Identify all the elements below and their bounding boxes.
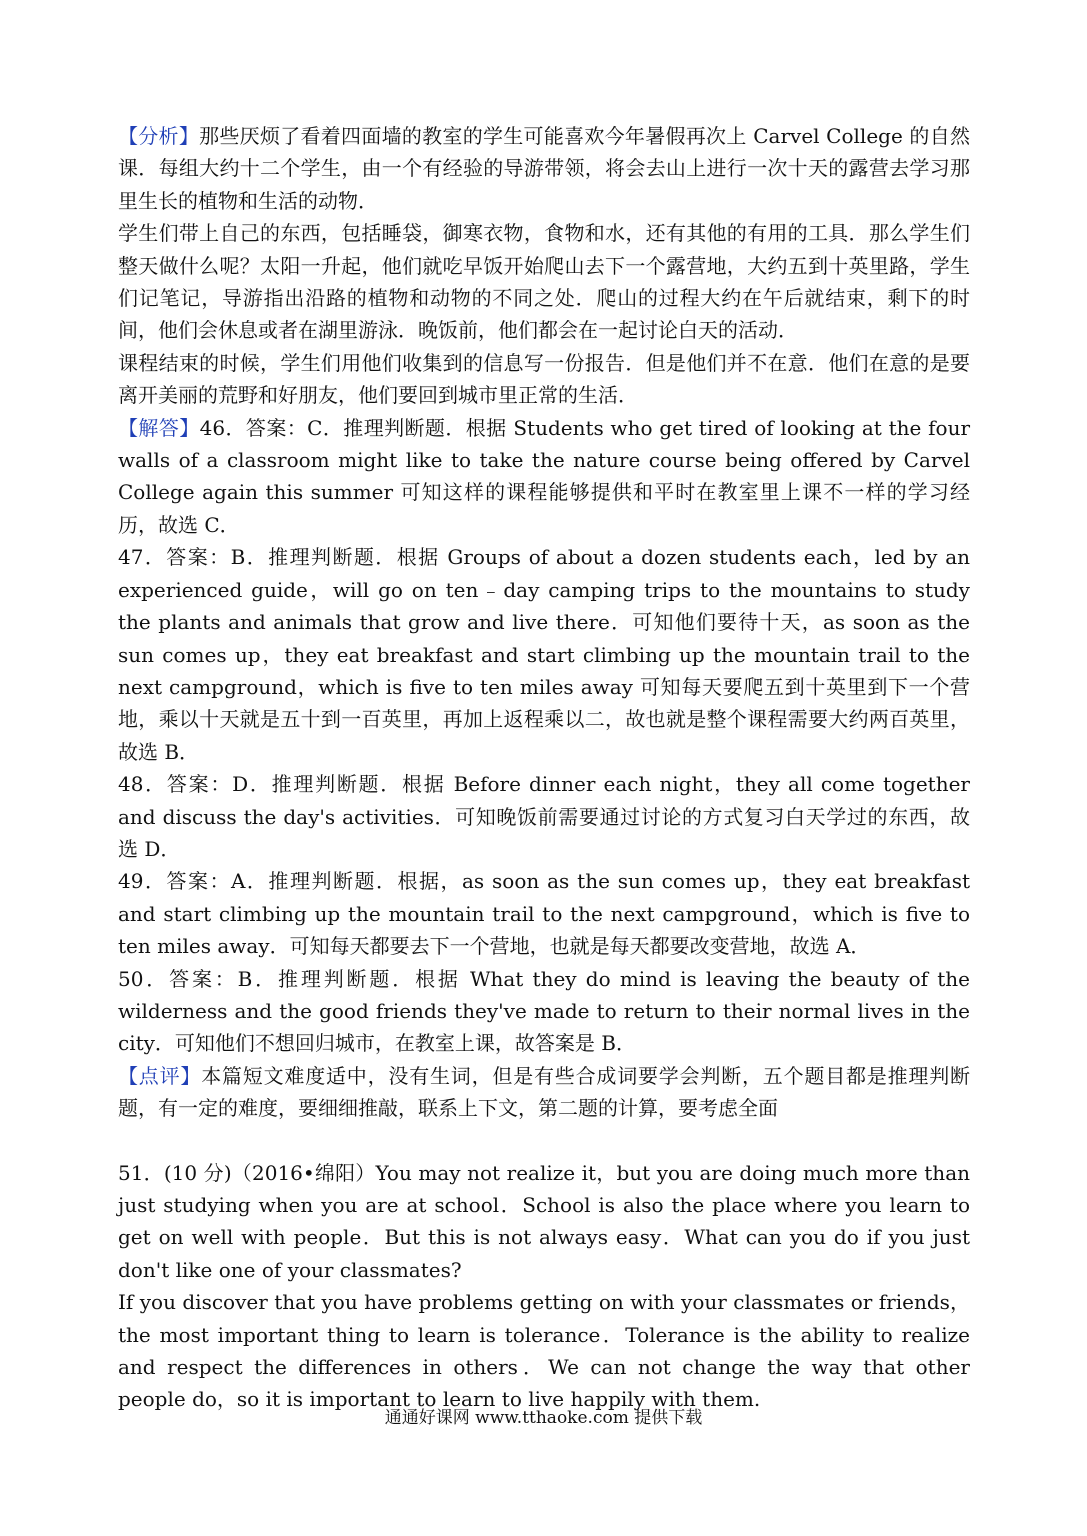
comment-text: 本篇短文难度适中，没有生词，但是有些合成词要学会判断，五个题目都是推理判断题，有一定的难度，要细细推敲，联系上下文，第二题的计算，要考虑全面 [118,1063,971,1121]
analysis-paragraph [118,120,970,217]
analysis-tag: 【分析】 [118,124,200,148]
question-51-paragraph-2: If you discover that you have problems getting on with your classmates or friends，the most important thing to learn is tolerance．Tolerance is the ability to realize and respect the differences in others．We can not change the way that other people do，so it is important to learn to live happily with them. [118,1290,970,1412]
comment-tag: 【点评】 [118,1063,202,1088]
comment-paragraph [118,1060,970,1125]
answer-46-text: 46．答案：C．推理判断题．根据 Students who get tired of looking at the four walls of a classroom might like to take the nature course being offered by Carvel College again this summer 可知这样的课程能够提供和平时在教室里上课不一样的学习经历，故选 C． [118,415,971,537]
document-body [118,120,970,1416]
question-51-paragraph-1: 51．(10 分)（2016•绵阳）You may not realize it，but you are doing much more than just studying when you are at school．School is also the place where you learn to get on well with people．But this is not always easy．What can you do if you just don't like one of your classmates? [118,1160,970,1282]
section-gap [118,1125,970,1157]
answer-46-paragraph [118,412,970,542]
translation-paragraph-3: 课程结束的时候，学生们用他们收集到的信息写一份报告．但是他们并不在意．他们在意的是要离开美丽的荒野和好朋友，他们要回到城市里正常的生活． [118,350,970,408]
analysis-text: 那些厌烦了看着四面墙的教室的学生可能喜欢今年暑假再次上 Carvel College 的自然课．每组大约十二个学生，由一个有经验的导游带领，将会去山上进行一次十天的露营去学习那里生长的植物和生活的动物． [118,124,970,213]
answer-tag: 【解答】 [118,415,200,440]
answer-50-paragraph: 50．答案：B．推理判断题．根据 What they do mind is leaving the beauty of the wilderness and the good friends they've made to return to their normal lives in the city．可知他们不想回归城市，在教室上课，故答案是 B． [118,966,970,1056]
answer-49-paragraph: 49．答案：A．推理判断题．根据，as soon as the sun comes up，they eat breakfast and start climbing up the mountain trail to the next campground，which is five to ten miles away．可知每天都要去下一个营地，也就是每天都要改变营地，故选 A． [118,869,970,959]
page-footer: 通通好课网 www.tthaoke.com 提供下载 [384,1408,703,1428]
answer-48-paragraph: 48．答案：D．推理判断题．根据 Before dinner each night，they all come together and discuss the day's activities．可知晚饭前需要通过讨论的方式复习白天学过的东西，故选 D． [118,772,970,861]
answer-47-paragraph: 47．答案：B．推理判断题．根据 Groups of about a dozen students each，led by an experienced guide，will go on ten﹣day camping trips to the mountains to study the plants and animals that grow and live there．可知他们要待十天，as soon as the sun comes up，they eat breakfast and start climbing up the mountain trail to the next campground，which is five to ten miles away 可知每天要爬五到十英里到下一个营地，乘以十天就是五十到一百英里，再加上返程乘以二，故也就是整个课程需要大约两百英里，故选 B． [118,545,970,764]
translation-paragraph-2: 学生们带上自己的东西，包括睡袋，御寒衣物，食物和水，还有其他的有用的工具．那么学生们整天做什么呢？太阳一升起，他们就吃早饭开始爬山去下一个露营地，大约五到十英里路，学生们记笔记，导游指出沿路的植物和动物的不同之处．爬山的过程大约在午后就结束，剩下的时间，他们会休息或者在湖里游泳．晚饭前，他们都会在一起讨论白天的活动． [118,221,970,343]
